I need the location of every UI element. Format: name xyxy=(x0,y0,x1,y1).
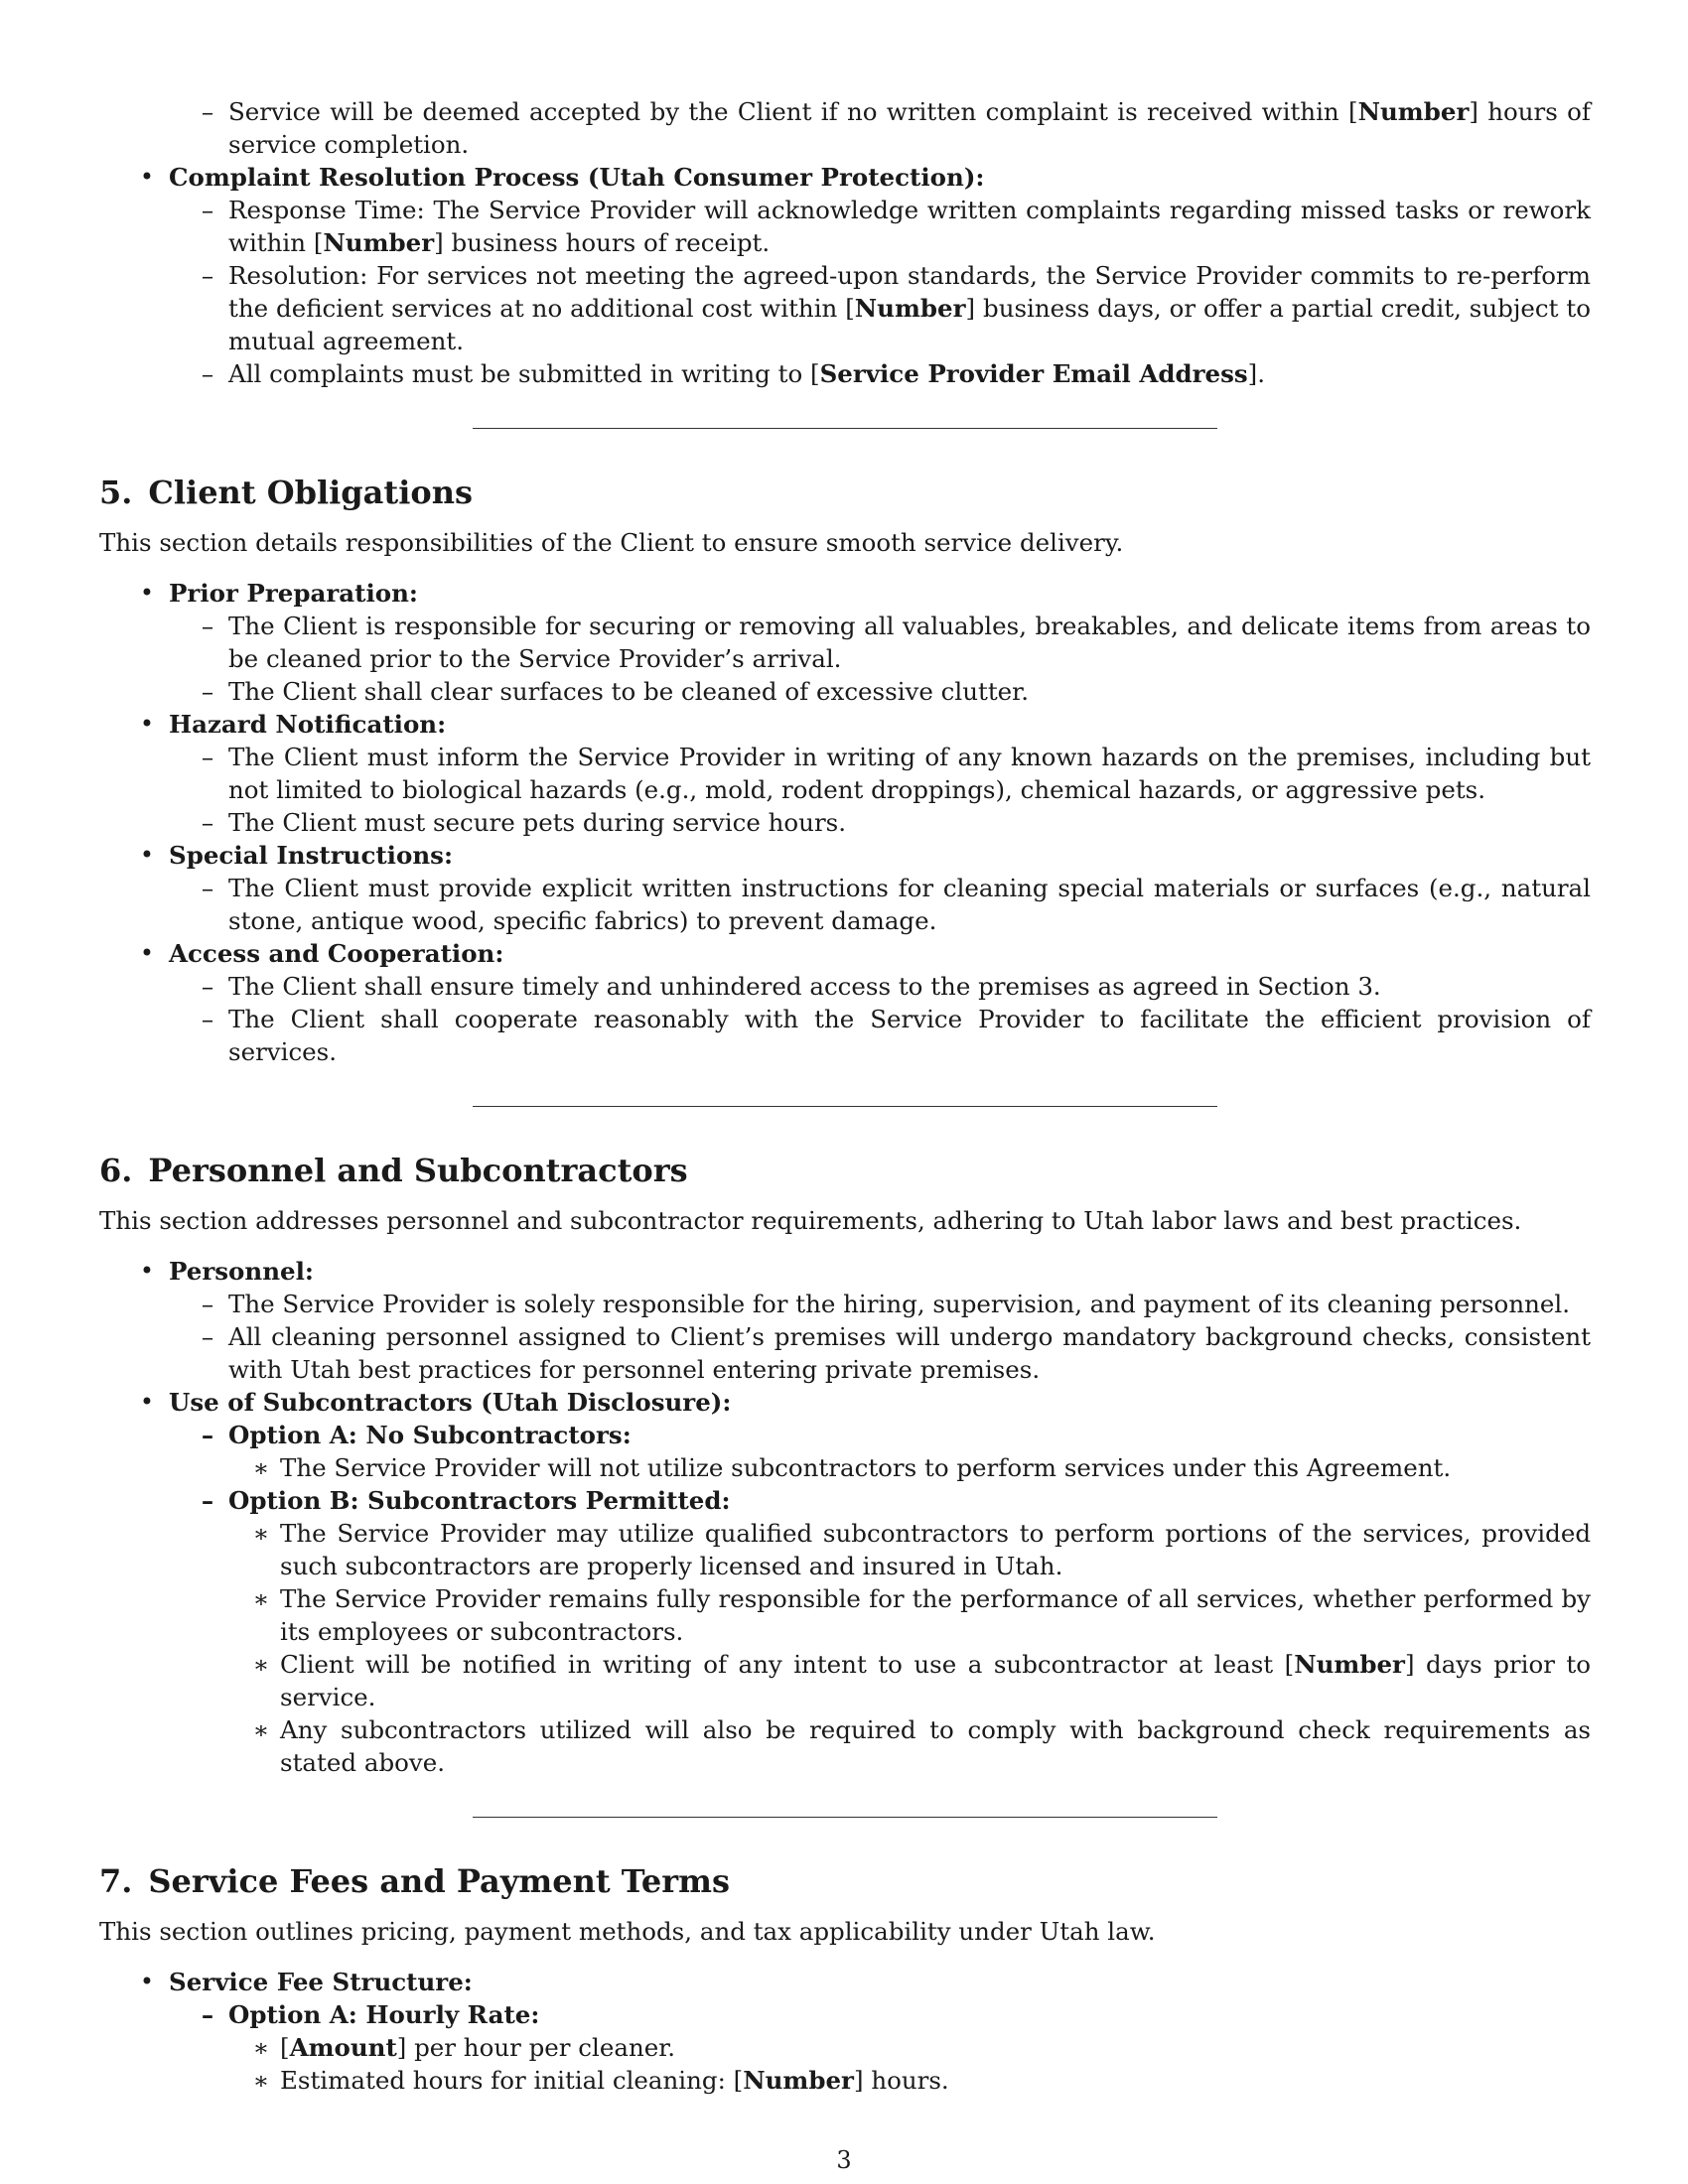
list-item: ∗ Estimated hours for initial cleaning: [Number] hours. xyxy=(99,2064,1591,2097)
list-item: – Service will be deemed accepted by the Client if no written complaint is received within [Number] hours of service completion. xyxy=(99,95,1591,161)
dash-marker: – xyxy=(201,1486,214,1515)
bullet-marker: • xyxy=(139,579,155,607)
list-item: ∗ Client will be notified in writing of any intent to use a subcontractor at least [Number] days prior to service. xyxy=(99,1648,1591,1713)
section-intro: This section addresses personnel and subcontractor requirements, adhering to Utah labor laws and best practices. xyxy=(99,1206,1522,1235)
dash-marker: – xyxy=(201,972,214,1001)
dash-marker: – xyxy=(201,743,214,771)
list-item xyxy=(99,1419,1591,1451)
section-heading: 5. Client Obligations xyxy=(99,474,473,511)
dash-marker: – xyxy=(201,677,214,706)
list-item: ∗ [Amount] per hour per cleaner. xyxy=(99,2031,1591,2064)
list-heading: Prior Preparation: xyxy=(169,579,418,608)
list-item: – The Client must secure pets during service hours. xyxy=(99,806,1591,839)
list-item: – All cleaning personnel assigned to Client’s premises will undergo mandatory background checks, consistent with Utah best practices for personnel entering private premises. xyxy=(99,1320,1591,1386)
list-subheading: Option B: Subcontractors Permitted: xyxy=(228,1486,731,1515)
list-item: – The Client shall cooperate reasonably with the Service Provider to facilitate the efficient provision of services. xyxy=(99,1003,1591,1068)
list-heading: Use of Subcontractors (Utah Disclosure): xyxy=(169,1388,732,1417)
list-item: ∗ Any subcontractors utilized will also be required to comply with background check requirements as stated above. xyxy=(99,1713,1591,1779)
document-page xyxy=(99,95,1591,2097)
list-item: – The Client shall clear surfaces to be cleaned of excessive clutter. xyxy=(99,675,1591,708)
list-item xyxy=(99,1255,1591,1288)
list-item: – The Client must provide explicit written instructions for cleaning special materials or surfaces (e.g., natural stone, antique wood, specific fabrics) to prevent damage. xyxy=(99,872,1591,937)
list-subheading: Option A: Hourly Rate: xyxy=(228,2000,540,2029)
bullet-marker: • xyxy=(139,1257,155,1285)
bullet-marker: • xyxy=(139,163,155,191)
list-item: ∗ The Service Provider remains fully responsible for the performance of all services, whether performed by its employees or subcontractors. xyxy=(99,1582,1591,1648)
section-intro: This section details responsibilities of the Client to ensure smooth service delivery. xyxy=(99,528,1124,557)
list-heading: Special Instructions: xyxy=(169,841,453,870)
dash-marker: – xyxy=(201,1322,214,1351)
asterisk-marker: ∗ xyxy=(252,2066,270,2095)
list-item: – Resolution: For services not meeting the agreed-upon standards, the Service Provider commits to re-perform the deficient services at no additional cost within [Number] business days, or offer a partial credit, subject to mutual agreement. xyxy=(99,259,1591,357)
asterisk-marker: ∗ xyxy=(252,1650,270,1679)
asterisk-marker: ∗ xyxy=(252,1715,270,1744)
list-item xyxy=(99,937,1591,970)
horizontal-rule xyxy=(473,1817,1217,1818)
dash-marker: – xyxy=(201,1421,214,1449)
bullet-marker: • xyxy=(139,939,155,967)
section-heading: 7. Service Fees and Payment Terms xyxy=(99,1862,730,1900)
asterisk-marker: ∗ xyxy=(252,2033,270,2062)
list-item xyxy=(99,1998,1591,2031)
asterisk-marker: ∗ xyxy=(252,1453,270,1482)
dash-marker: – xyxy=(201,196,214,224)
horizontal-rule xyxy=(473,428,1217,429)
list-subheading: Option A: No Subcontractors: xyxy=(228,1421,632,1449)
list-item xyxy=(99,577,1591,610)
dash-marker: – xyxy=(201,808,214,837)
asterisk-marker: ∗ xyxy=(252,1584,270,1613)
list-item: – The Client shall ensure timely and unhindered access to the premises as agreed in Section 3. xyxy=(99,970,1591,1003)
list-item xyxy=(99,708,1591,741)
dash-marker: – xyxy=(201,612,214,640)
list-item: – The Client is responsible for securing or removing all valuables, breakables, and delicate items from areas to be cleaned prior to the Service Provider’s arrival. xyxy=(99,610,1591,675)
list-item: – Response Time: The Service Provider will acknowledge written complaints regarding missed tasks or rework within [Number] business hours of receipt. xyxy=(99,194,1591,259)
dash-marker: – xyxy=(201,1005,214,1033)
page-number: 3 xyxy=(836,2146,852,2174)
list-heading: Complaint Resolution Process (Utah Consumer Protection): xyxy=(169,163,985,192)
dash-marker: – xyxy=(201,359,214,388)
list-item xyxy=(99,1966,1591,1998)
dash-marker: – xyxy=(201,2000,214,2029)
list-item xyxy=(99,1484,1591,1517)
bullet-marker: • xyxy=(139,841,155,869)
list-item: ∗ The Service Provider may utilize qualified subcontractors to perform portions of the services, provided such subcontractors are properly licensed and insured in Utah. xyxy=(99,1517,1591,1582)
dash-marker: – xyxy=(201,874,214,902)
dash-marker: – xyxy=(201,97,214,126)
list-item: – All complaints must be submitted in writing to [Service Provider Email Address]. xyxy=(99,357,1591,390)
bullet-marker: • xyxy=(139,1968,155,1995)
list-item xyxy=(99,839,1591,872)
list-heading: Access and Cooperation: xyxy=(169,939,504,968)
asterisk-marker: ∗ xyxy=(252,1519,270,1548)
horizontal-rule xyxy=(473,1106,1217,1107)
list-item: ∗ The Service Provider will not utilize subcontractors to perform services under this Agreement. xyxy=(99,1451,1591,1484)
list-heading: Personnel: xyxy=(169,1257,314,1286)
dash-marker: – xyxy=(201,1290,214,1318)
section-intro: This section outlines pricing, payment methods, and tax applicability under Utah law. xyxy=(99,1917,1156,1946)
list-heading: Service Fee Structure: xyxy=(169,1968,473,1996)
list-item: – The Service Provider is solely responsible for the hiring, supervision, and payment of its cleaning personnel. xyxy=(99,1288,1591,1320)
bullet-marker: • xyxy=(139,1388,155,1416)
list-heading: Hazard Notification: xyxy=(169,710,447,739)
section-heading: 6. Personnel and Subcontractors xyxy=(99,1152,688,1189)
dash-marker: – xyxy=(201,261,214,290)
list-item: – The Client must inform the Service Provider in writing of any known hazards on the premises, including but not limited to biological hazards (e.g., mold, rodent droppings), chemical hazards, or aggressive pets. xyxy=(99,741,1591,806)
bullet-marker: • xyxy=(139,710,155,738)
list-item xyxy=(99,1386,1591,1419)
list-item xyxy=(99,161,1591,194)
